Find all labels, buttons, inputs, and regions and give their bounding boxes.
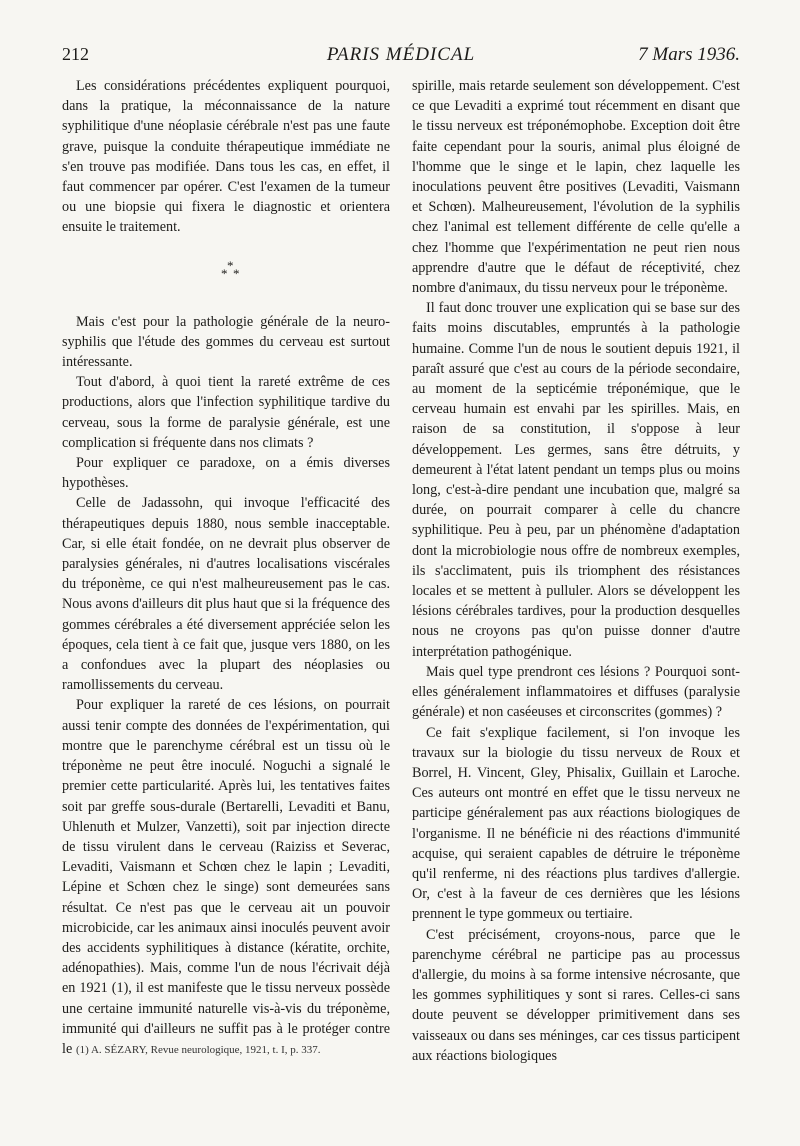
paragraph: C'est précisément, croyons-nous, parce que le parenchyme cérébral ne participe pas au processus d'allergie, du moins à sa forme intensive nécrosante, que les gommes syphilitiques y sont si rares. Celles-ci sans doute peuvent se développer primitivement dans ses vaisseaux ou dans ses méninges, car ces tissus participent aux réactions biologiques [412, 926, 740, 1064]
right-column [412, 76, 740, 1066]
paragraph: spirille, mais retarde seulement son développement. C'est ce que Levaditi a exprimé tout récemment en disant que le tissu nerveux est tréponémophobe. Exception doit être faite cependant pour la souris, animal plus éloigné de l'homme que le singe et le lapin, chez laquelle les inoculations peuvent être positives (Levaditi, Vaismann et Schœn). Malheureusement, l'évolution de la syphilis chez l'animal est tellement différente de celle qu'elle a chez l'homme que l'expérimentation ne peut rien nous apprendre d'autre que le défaut de réceptivité, chez nombre d'animaux, du tissu nerveux pour le tréponème. [412, 78, 740, 297]
paragraph: Mais c'est pour la pathologie générale de la neuro-syphilis que l'étude des gommes du cerveau est surtout intéressante. [62, 313, 390, 371]
paragraph: Pour expliquer ce paradoxe, on a émis diverses hypothèses. [62, 455, 390, 492]
footnote: (1) A. SÉZARY, Revue neurologique, 1921, t. I, p. 337. [76, 1044, 321, 1056]
journal-title: PARIS MÉDICAL [326, 44, 476, 65]
page-number: 212 [62, 44, 89, 64]
paragraph: Celle de Jadassohn, qui invoque l'efficacité des thérapeutiques depuis 1880, nous semble inacceptable. Car, si elle était fondée, on ne devrait plus observer de paralysies générales, ni d'autres localisations viscérales du tréponème, ce qui n'est malheureusement pas le cas. Nous avons d'ailleurs dit plus haut que si la fréquence des gommes cérébrales a été diversement appréciée selon les époques, cela tient à ce fait que, jusque vers 1880, on les a confondues avec la plupart des néoplasies ou ramollissements du cerveau. [62, 495, 391, 694]
paragraph: Ce fait s'explique facilement, si l'on invoque les travaux sur la biologie du tissu nerveux de Roux et Borrel, H. Vincent, Gley, Phisalix, Guillain et Laroche. Ces auteurs ont montré en effet que le tissu nerveux ne participe généralement pas aux réactions biologiques de l'organisme. Il ne bénéficie ni des réactions d'immunité acquise, qui seraient capables de détruire le tréponème qu'il renferme, ni des réactions plus tardives d'allergie. Or, c'est à la faveur de ces dernières que les lésions prennent le type gommeux ou tertiaire. [412, 724, 740, 923]
paragraph: Les considérations précédentes expliquent pourquoi, dans la pratique, la méconnaissance de la nature syphilitique d'une néoplasie cérébrale n'est pas une faute grave, puisque la conduite thérapeutique immédiate ne s'en trouve pas modifiée. Dans tous les cas, en effet, il faut commencer par opérer. C'est l'examen de la tumeur ou une biopsie qui fixera le diagnostic et orientera ensuite le traitement. [62, 78, 390, 236]
issue-date: 7 Mars 1936. [638, 44, 740, 65]
paragraph: Il faut donc trouver une explication qui se base sur des faits moins discutables, empruntés à la pathologie humaine. Comme l'un de nous le soutient depuis 1921, il paraît assuré que c'est au cours de la période secondaire, au moment de la septicémie tréponémique, que le cerveau humain est envahi par les spirilles. Mais, en raison de sa constitution, il s'oppose à leur développement. Les germes, sans être détruits, y demeurent à l'état latent pendant un temps plus ou moins long, c'est-à-dire pendant une incubation que, malgré sa durée, on pourrait comparer à celle du chancre syphilitique. Peu à peu, par un phénomène d'adaptation dont la microbiologie nous offre de nombreux exemples, ils s'acclimatent, puis ils triomphent des résistances locales et se mettent à pulluler. Alors se développent les lésions cérébrales tardives, pour la production desquelles nous ne croyons pas qu'on puisse donner d'autre interprétation pathogénique. [412, 300, 740, 660]
left-column [62, 76, 390, 1059]
running-header [62, 44, 740, 74]
paragraph: Tout d'abord, à quoi tient la rareté extrême de ces productions, alors que l'infection syphilitique tardive du cerveau, sous la forme de paralysie générale, est une complication si fréquente dans nos climats ? [62, 374, 390, 451]
asterism-divider: * * * [221, 257, 240, 281]
paragraph: Pour expliquer la rareté de ces lésions, on pourrait aussi tenir compte des données de l'expérimentation, qui montre que le parenchyme cérébral est un tissu où le tréponème ne peut être inoculé. Noguchi a signalé le premier cette particularité. Après lui, les tentatives faites soit par greffe sous-durale (Bertarelli, Levaditi et Banu, Uhlenuth et Mulzer, Vanzetti), soit par injection directe de tissu virulent dans le cerveau (Raiziss et Severac, Levaditi, Vaismann et Schœn chez le lapin ; Levaditi, Lépine et Schœn chez le singe) sont demeurées sans résultat. Ce n'est pas que le cerveau ait un pouvoir microbicide, car les animaux ainsi inoculés peuvent avoir des accidents syphilitiques à distance (kératite, orchite, adénopathies). Mais, comme l'un de nous l'écrivait déjà en 1921 (1), il est manifeste que le tissu nerveux possède une certaine immunité naturelle vis-à-vis du tréponème, immunité qui d'ailleurs ne suffit pas à le protéger contre le [62, 697, 390, 1057]
paragraph: Mais quel type prendront ces lésions ? Pourquoi sont-elles généralement inflammatoires et diffuses (paralysie générale) et non caséeuses et circonscrites (gommes) ? [412, 663, 740, 721]
